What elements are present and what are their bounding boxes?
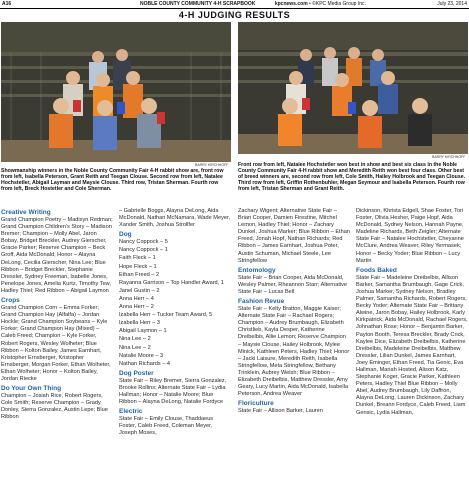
results-paragraph: Anna Herr – 4 [119, 295, 154, 302]
results-paragraph: Nathan Richards – 4 [119, 360, 170, 367]
results-paragraph: Champion – Josiah Rice, Robert Rogers, Cole Smith; Reserve Champion – Grady Donley, Sierra Gonzalez, Austin Lepe; Blue Ribbon [1, 393, 108, 421]
results-paragraph: Zachary Wigent; Alternative State Fair – Brian Cooper, Damien Firestine, Mitchel Lemon, Hadley Thiel; Honor – Zachary Dunkel, Joshua Marker; Blue Ribbon – Ethan Freed, Jonah Hopf, Nathan Richards; Red Ribbon – James Earnhart, Joshua Poter, Austin Schuman, Michael Steele, Lee Stringfellow [238, 208, 350, 264]
results-paragraph: State Fair – Riley Bremer, Sierra Gonzalez, Brooke Rollins; Alternate State Fair – Lydia Hallman; Honor – Natalie Moore; Blue Ribbon – Alayna DeLong, Natalie Fordyce [119, 377, 227, 406]
results-paragraph: Hope Fleck – 1 [119, 263, 157, 270]
results-paragraph: Ethan Freed – 2 [119, 271, 160, 278]
results-paragraph: State Fair – Madeleine Dreibelbis, Allison Barker, Samantha Brumbaugh, Gage Crick, Joshua Marker, Sydney Nelson, Bradley Palmer, Samantha Richards, Robert Rogers, Becky Yoder; Alternate State Fair – Brittany Alwine, Jaron Bobay, Hailey Holbrook, Karly Kirkpatrick, Aida McDonald, Rachael Rogers, Johnathan Rose; Honor – Benjamin Barker, Payton Booth, Teresa Breckler, Brady Crick, Kaylee Dice, Elizabeth Dreibelbis, Katherine Dreibelbis, Madeleine Dreibelbis, Matthew Dressler, Lilian Dunkel, James Earnhart, Joey Eminger, Ethan Freed, Tia Genic, Eva Hallman, Mariah Hosted, Alison Katz, Stephanie Koger, Gracie Parker, Kathleen Peters, Hadley Thiel Blue Ribbon – Molly Abel, Audrey Brumbaugh, Lily Daffron, Alayna DeLong, Lauren Dickinson, Zachary Dunkel, Breann Fordyce, Caleb Freed, Liam Gensic, Lydia Hallman, [356, 274, 468, 416]
photo-caption: Front row from left, Natalee Hochstetler won best in show and best six class in the Noble County Community Fair 4-H rabbit show and Meredith Reith won best four class. Other best of breed winners are, second row from left, Cole Smith, Hailey Holbrook and Teegan Clouse. Third row from left, Griffin Rothenbuhler, Megan Seymour and Isabella Peterson. Fourth row from left, Tristan Sherman and Grant Reith. [238, 162, 466, 192]
results-column-4 [356, 208, 468, 418]
results-paragraph: Dickinson, Khrista Edgell, Shae Foster, Tori Foster, Olivia Hesher, Paige Hopf, Aida McDonald, Sydney Nelson, Hannah Payne, Madeline Richards, Beth Zeigler; Alternate State Fair – Natalee Hochstetler, Cheyanne McClure, Andrea Weaver, Riley Yermasek; Honor – Becky Yoder; Blue Ribbon – Lucy Martin [356, 208, 464, 264]
photo-illustration [238, 22, 468, 154]
section-heading: Floriculture [238, 400, 274, 408]
results-column-1 [1, 208, 113, 422]
results-paragraph: Natalie Moore – 3 [119, 352, 164, 359]
results-column-3 [238, 208, 350, 416]
results-paragraph: Abigail Laymon – 1 [119, 328, 167, 335]
photo-illustration [1, 22, 231, 162]
section-heading: Do Your Own Thing [1, 385, 62, 393]
results-paragraph: Anna Herr – 2 [119, 304, 154, 311]
section-heading: Fashion Revue [238, 298, 285, 306]
header-section [140, 1, 366, 7]
photo-credit: BARRY KIRCHHOFF [195, 163, 229, 167]
results-paragraph: Rayanna Garrison – Top Handler Award, 1 [119, 279, 224, 286]
section-heading: Creative Writing [1, 209, 51, 216]
results-paragraph: Nina Lee – 2 [119, 344, 151, 351]
best-of-breed-photo [238, 22, 468, 154]
results-paragraph: – Gabrielle Boggs, Alayna DeLong, Aida McDonald, Nathan McNamara, Wade Meyer, Xander Smith, Joshua Strollfer [119, 208, 231, 229]
section-heading: Dog [119, 231, 132, 239]
copyright: • ©KPC Media Group Inc. [309, 1, 366, 7]
results-paragraph: Nancy Coppock – 1 [119, 247, 168, 254]
results-paragraph: Nancy Coppock – 5 [119, 239, 168, 246]
header-rule [0, 8, 469, 9]
results-paragraph: State Fair – Emily Clouse, Thaddaeus Foster, Caleb Freed, Coleman Meyer, Joseph Moses, [119, 416, 214, 437]
issue-date: July 23, 2014 [437, 1, 467, 7]
results-column-2 [119, 208, 231, 438]
results-paragraph: Janel Gustin – 2 [119, 287, 160, 294]
results-paragraph: Izabella Herr – 3 [119, 320, 161, 327]
showmanship-photo [1, 22, 231, 162]
page-title: 4-H JUDGING RESULTS [178, 10, 291, 20]
section-name: NOBLE COUNTY COMMUNITY 4-H SCRAPBOOK [140, 1, 256, 7]
section-heading: Entomology [238, 266, 276, 274]
results-paragraph: Faith Fleck – 1 [119, 255, 156, 262]
photo-caption: Showmanship winners in the Noble County Community Fair 4-H rabbit show are, front row from left, Isabella Peterson, Grant Reith and Teegan Clouse. Second row from left, Natalee Hochstetler, Abigail Layman and Maysie Clouse. Third row, Tristan Sherman. Fourth row from left, Breck Hostetler and Cole Sherman. [1, 168, 224, 192]
results-paragraph: Grand Champion Corn – Emma Forker; Grand Champion Hay (Alfalfa) – Jordan Hockle; Grand Champion Soybeans – Kyle Forker; Grand Champion Hay (Mixed) – Caleb Freed; Champion – Kyle Forker, Robert Rogers, Wesley Wolheter; Blue Ribbon – Kolton Bailey, James Earnhart, Kristopher Ernsberger, Kristopher Ernsberger, Morgan Forker, Ethan Wolheter, Ethan Wolheter; Honor – Kolton Bailey, Jordan Riecke [1, 305, 111, 382]
results-paragraph: State Fair – Allison Barker, Lauren [238, 408, 323, 415]
section-heading: Electric [119, 408, 143, 416]
results-paragraph: Grand Champion Poetry – Madisyn Redman; Grand Champion Children's Story – Madison Bremer; Champion – Molly Abel, Jaron Bobay, Bridget Breckler, Audrey Gierscher, Gracie Parker; Reserve Champion – Beck Groff, Aida McDonald; Honor – Alayna DeLong, Cecilia Gierscher, Nina Lee; Blue Ribbon – Bridget Breckler, Stephanie Dressler, Sydney Freeman, Isabelle Jones, Penelope Jones, Amelia Kurtz, Timothy Tew, Hadley Thiel; Red Ribbon – Abigail Laymon [1, 217, 113, 294]
photo-credit: BARRY KIRCHHOFF [432, 155, 466, 159]
section-heading: Crops [1, 297, 20, 305]
section-heading: Dog Poster [119, 369, 154, 377]
results-paragraph: State Fair – Brian Cooper, Aida McDonald, Wesley Palmer, Rheannon Starr; Alternative State Fair – Lucas Bell [238, 274, 348, 295]
page-number: A16 [2, 1, 12, 7]
section-heading: Foods Baked [356, 266, 397, 274]
results-paragraph: State Fair – Kelty Bratton, Maggie Kaiser; Alternate State Fair – Rachael Rogers; Champion – Audrey Brumbaugh, Elizabeth Christlieb, Kayla Desper, Katherine Dreibelbis, Allie Lemon; Reserve Champion – Maysie Clouse, Hailey Holbrook, Mylee Minick, Kathleen Peters, Hadley Thiel; Honor – Jacki Laisure, Meredith Reith, Isabella Stringfellow, Meta Stringfellow, Bethany Trinklein, Aubrey Welsh; Blue Ribbon – Elizabeth Dreibelbis, Matthew Dressler, Amy Geary, Lucy Martin, Aida McDonald, Isabella Peterson, Andrea Weaver [238, 306, 350, 398]
results-paragraph: Nina Lee – 2 [119, 336, 151, 343]
results-paragraph: Izabella Herr – Tucker Team Award, 5 [119, 312, 213, 319]
site-name: kpcnews.com [274, 1, 308, 7]
